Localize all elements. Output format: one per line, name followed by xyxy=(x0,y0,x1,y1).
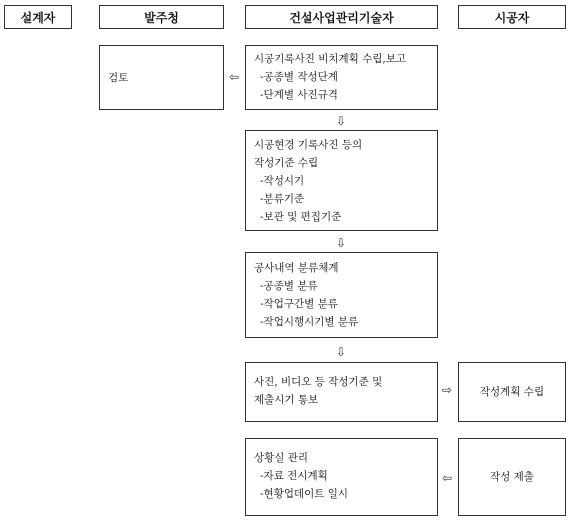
contractor-plan-label: 작성계획 수립 xyxy=(479,386,545,398)
situation-room-item: -자료 전시계획 xyxy=(260,470,328,482)
header-designer xyxy=(4,5,72,29)
classification-item: -작업구간별 분류 xyxy=(260,298,338,310)
criteria-item: -분류기준 xyxy=(260,193,305,205)
criteria-box xyxy=(245,130,438,231)
classification-item: -공종별 분류 xyxy=(260,280,318,292)
header-client xyxy=(99,5,224,29)
situation-room-title: 상황실 관리 xyxy=(254,452,309,464)
photo-plan-box xyxy=(245,45,438,110)
arrow-left-submit: ⇦ xyxy=(442,471,453,485)
contractor-submit-label: 작성 제출 xyxy=(490,471,534,483)
arrow-right-notice: ⇨ xyxy=(442,383,453,397)
situation-room-item: -현황업데이트 일시 xyxy=(260,488,349,500)
criteria-title-line1: 시공현경 기록사진 등의 xyxy=(254,139,363,151)
criteria-item: -보관 및 편집기준 xyxy=(260,211,342,223)
header-contractor xyxy=(458,5,566,29)
classification-box xyxy=(245,252,438,338)
header-supervisor-label: 건설사업관리기술자 xyxy=(289,10,394,25)
review-box xyxy=(99,45,224,110)
review-label: 검토 xyxy=(108,71,129,84)
criteria-item: -작성시기 xyxy=(260,175,305,187)
notice-line2: 제출시기 통보 xyxy=(254,394,319,406)
contractor-submit-box xyxy=(458,438,566,516)
arrow-down-1: ⇩ xyxy=(336,114,347,128)
arrow-down-3: ⇩ xyxy=(336,345,347,359)
arrow-down-2: ⇩ xyxy=(336,236,347,250)
photo-plan-item: -단계별 사진규격 xyxy=(260,89,338,101)
header-supervisor xyxy=(245,5,438,29)
notice-box xyxy=(245,362,438,422)
photo-plan-title: 시공기록사진 비치계획 수립,보고 xyxy=(254,53,407,65)
header-contractor-label: 시공자 xyxy=(494,10,530,25)
contractor-plan-box xyxy=(458,362,566,422)
photo-plan-item: -공종별 작성단계 xyxy=(260,71,338,83)
criteria-title-line2: 작성기준 수립 xyxy=(254,157,319,169)
notice-line1: 사진, 비디오 등 작성기준 및 xyxy=(254,376,383,388)
header-designer-label: 설계자 xyxy=(20,10,56,25)
situation-room-box xyxy=(245,438,438,516)
header-client-label: 발주청 xyxy=(144,10,179,25)
classification-item: -작업시행시기별 분류 xyxy=(260,316,359,328)
classification-title: 공사내역 분류체계 xyxy=(254,262,339,274)
arrow-left-review: ⇦ xyxy=(229,70,240,84)
